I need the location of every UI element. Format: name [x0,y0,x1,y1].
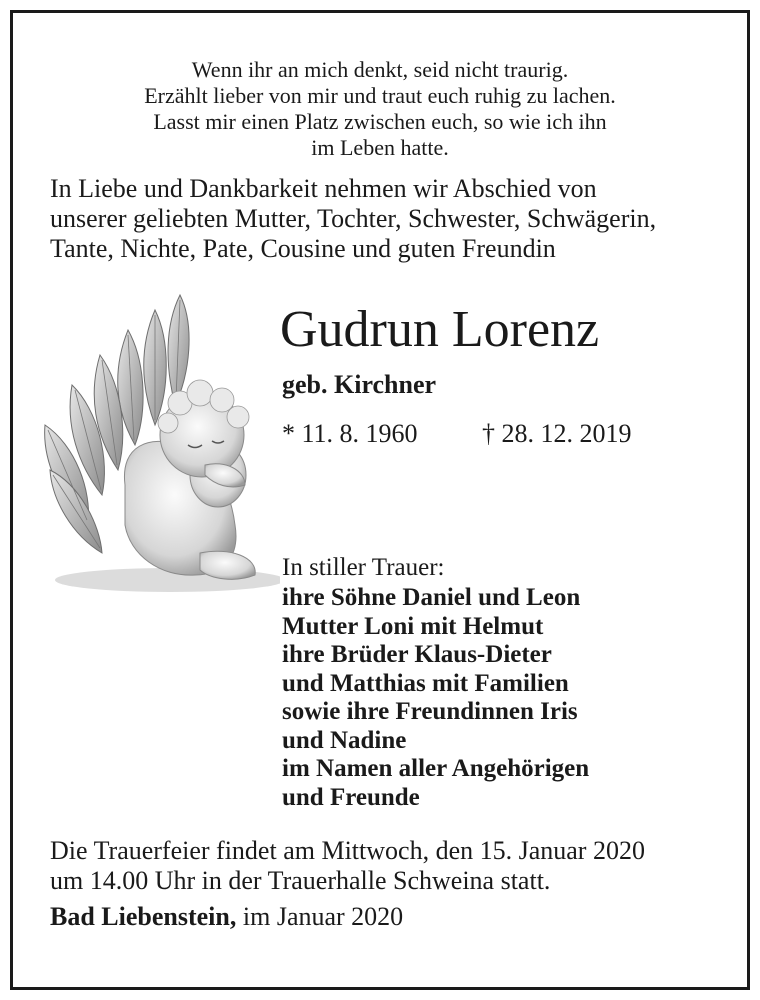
mourners-list [282,584,589,812]
intro-line: unserer geliebten Mutter, Tochter, Schwester, Schwägerin, [50,204,657,233]
poem [0,57,760,161]
intro-text [50,174,730,264]
service-info [50,836,645,896]
place-date [50,902,403,932]
service-line: Die Trauerfeier findet am Mittwoch, den 15. Januar 2020 [50,836,645,865]
poem-line: im Leben hatte. [311,135,449,160]
mourner-line: im Namen aller Angehörigen [282,755,590,782]
service-line: um 14.00 Uhr in der Trauerhalle Schweina statt. [50,866,551,895]
mourner-line: sowie ihre Freundinnen Iris [282,698,578,725]
intro-line: Tante, Nichte, Pate, Cousine und guten Freundin [50,234,556,263]
deceased-name: Gudrun Lorenz [280,301,600,358]
mourning-label: In stiller Trauer: [282,554,445,581]
mourner-line: und Freunde [282,783,420,811]
poem-line: Lasst mir einen Platz zwischen euch, so wie ich ihn [153,109,607,134]
poem-line: Wenn ihr an mich denkt, seid nicht traurig. [191,57,569,82]
angel-figure-icon [30,285,280,600]
notice-date: im Januar 2020 [236,902,404,931]
birth-name: geb. Kirchner [282,370,437,399]
birth-date: * 11. 8. 1960 [282,419,418,448]
mourner-line: Mutter Loni mit Helmut [282,612,544,640]
mourner-line: und Nadine [282,726,407,754]
place-name: Bad Liebenstein, [50,902,237,931]
mourner-line: und Matthias mit Familien [282,669,569,697]
death-date: † 28. 12. 2019 [482,419,632,448]
mourner-line: ihre Söhne Daniel und Leon [282,584,581,611]
poem-line: Erzählt lieber von mir und traut euch ruhig zu lachen. [144,83,616,108]
intro-line: In Liebe und Dankbarkeit nehmen wir Abschied von [50,174,597,203]
mourner-line: ihre Brüder Klaus-Dieter [282,641,552,668]
